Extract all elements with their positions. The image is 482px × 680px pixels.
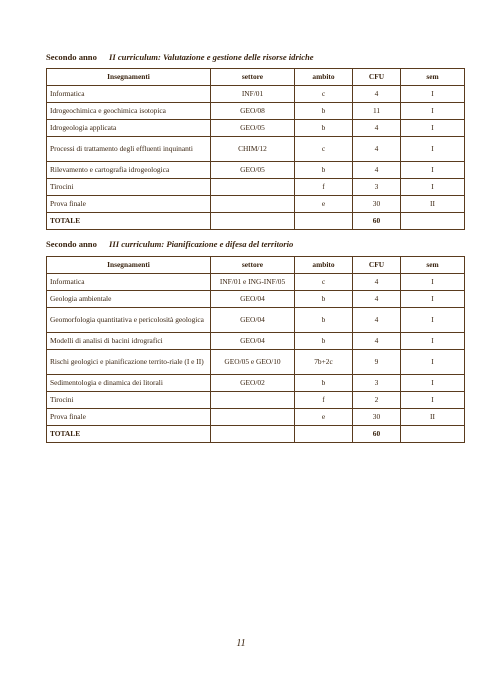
course-sem: I [401,86,465,103]
course-table-curriculum-2 [46,68,465,230]
header-settore: settore [211,69,295,86]
course-cfu: 4 [353,274,401,291]
course-name: Rilevamento e cartografia idrogeologica [47,162,211,179]
course-name: Tirocini [47,392,211,409]
course-settore: GEO/02 [211,375,295,392]
course-settore: GEO/05 e GEO/10 [211,350,295,375]
course-name: Tirocini [47,179,211,196]
year-label: Secondo anno [46,239,97,249]
header-cfu: CFU [353,257,401,274]
table-row [47,409,465,426]
course-name: Geomorfologia quantitativa e pericolosità geologica [47,308,211,333]
course-sem: I [401,120,465,137]
table-row [47,120,465,137]
header-ambito: ambito [295,257,353,274]
table-row [47,179,465,196]
section-title-curriculum-2 [46,52,314,62]
course-ambito: b [295,375,353,392]
course-cfu: 4 [353,291,401,308]
table-row [47,333,465,350]
year-label: Secondo anno [46,52,97,62]
header-cfu: CFU [353,69,401,86]
header-settore: settore [211,257,295,274]
course-sem: I [401,308,465,333]
course-ambito: c [295,86,353,103]
course-cfu: 11 [353,103,401,120]
page-number: 11 [236,638,246,649]
course-name: Informatica [47,86,211,103]
course-sem: I [401,333,465,350]
course-name: Modelli di analisi di bacini idrografici [47,333,211,350]
table-row [47,162,465,179]
course-cfu: 30 [353,409,401,426]
course-cfu: 3 [353,179,401,196]
total-label: TOTALE [47,426,211,443]
course-cfu: 30 [353,196,401,213]
header-insegnamenti: Insegnamenti [47,257,211,274]
header-sem: sem [401,257,465,274]
course-settore: INF/01 e ING-INF/05 [211,274,295,291]
course-settore [211,196,295,213]
course-sem: I [401,350,465,375]
course-sem: II [401,196,465,213]
course-sem: I [401,103,465,120]
header-ambito: ambito [295,69,353,86]
table-row [47,291,465,308]
course-ambito: b [295,103,353,120]
course-settore: GEO/05 [211,120,295,137]
table-row [47,103,465,120]
course-cfu: 4 [353,162,401,179]
course-sem: I [401,392,465,409]
table-row [47,375,465,392]
course-settore: GEO/04 [211,333,295,350]
course-name: Geologia ambientale [47,291,211,308]
course-name: Idrogeologia applicata [47,120,211,137]
course-sem: I [401,274,465,291]
course-ambito: f [295,179,353,196]
table-row [47,137,465,162]
course-sem: I [401,162,465,179]
total-label: TOTALE [47,213,211,230]
course-name: Informatica [47,274,211,291]
course-cfu: 4 [353,120,401,137]
course-ambito: b [295,291,353,308]
table-row [47,308,465,333]
course-cfu: 4 [353,308,401,333]
table-row [47,274,465,291]
course-settore: GEO/05 [211,162,295,179]
course-cfu: 4 [353,86,401,103]
course-ambito: b [295,120,353,137]
course-ambito: b [295,162,353,179]
total-row [47,213,465,230]
total-row [47,426,465,443]
course-settore [211,409,295,426]
table-row [47,86,465,103]
course-table-curriculum-3 [46,256,465,443]
course-ambito: 7b+2c [295,350,353,375]
course-settore: GEO/04 [211,308,295,333]
course-sem: I [401,291,465,308]
course-ambito: e [295,196,353,213]
course-ambito: f [295,392,353,409]
course-name: Prova finale [47,196,211,213]
table-row [47,392,465,409]
course-name: Idrogeochimica e geochimica isotopica [47,103,211,120]
course-ambito: c [295,274,353,291]
course-settore: GEO/08 [211,103,295,120]
course-sem: I [401,375,465,392]
curriculum-title: II curriculum: Valutazione e gestione delle risorse idriche [109,52,314,62]
total-cfu: 60 [353,213,401,230]
total-cfu: 60 [353,426,401,443]
curriculum-title: III curriculum: Pianificazione e difesa del territorio [109,239,294,249]
course-cfu: 3 [353,375,401,392]
table-row [47,196,465,213]
course-ambito: c [295,137,353,162]
course-ambito: e [295,409,353,426]
course-ambito: b [295,333,353,350]
table-row [47,350,465,375]
section-title-curriculum-3 [46,239,293,249]
header-insegnamenti: Insegnamenti [47,69,211,86]
course-name: Rischi geologici e pianificazione territo-riale (I e II) [47,350,211,375]
course-settore: GEO/04 [211,291,295,308]
course-name: Processi di trattamento degli effluenti inquinanti [47,137,211,162]
course-name: Sedimentologia e dinamica dei litorali [47,375,211,392]
course-sem: I [401,137,465,162]
header-sem: sem [401,69,465,86]
course-ambito: b [295,308,353,333]
course-settore [211,392,295,409]
course-cfu: 9 [353,350,401,375]
course-settore: INF/01 [211,86,295,103]
course-sem: II [401,409,465,426]
course-settore: CHIM/12 [211,137,295,162]
course-sem: I [401,179,465,196]
course-cfu: 4 [353,137,401,162]
course-settore [211,179,295,196]
course-cfu: 2 [353,392,401,409]
course-cfu: 4 [353,333,401,350]
course-name: Prova finale [47,409,211,426]
